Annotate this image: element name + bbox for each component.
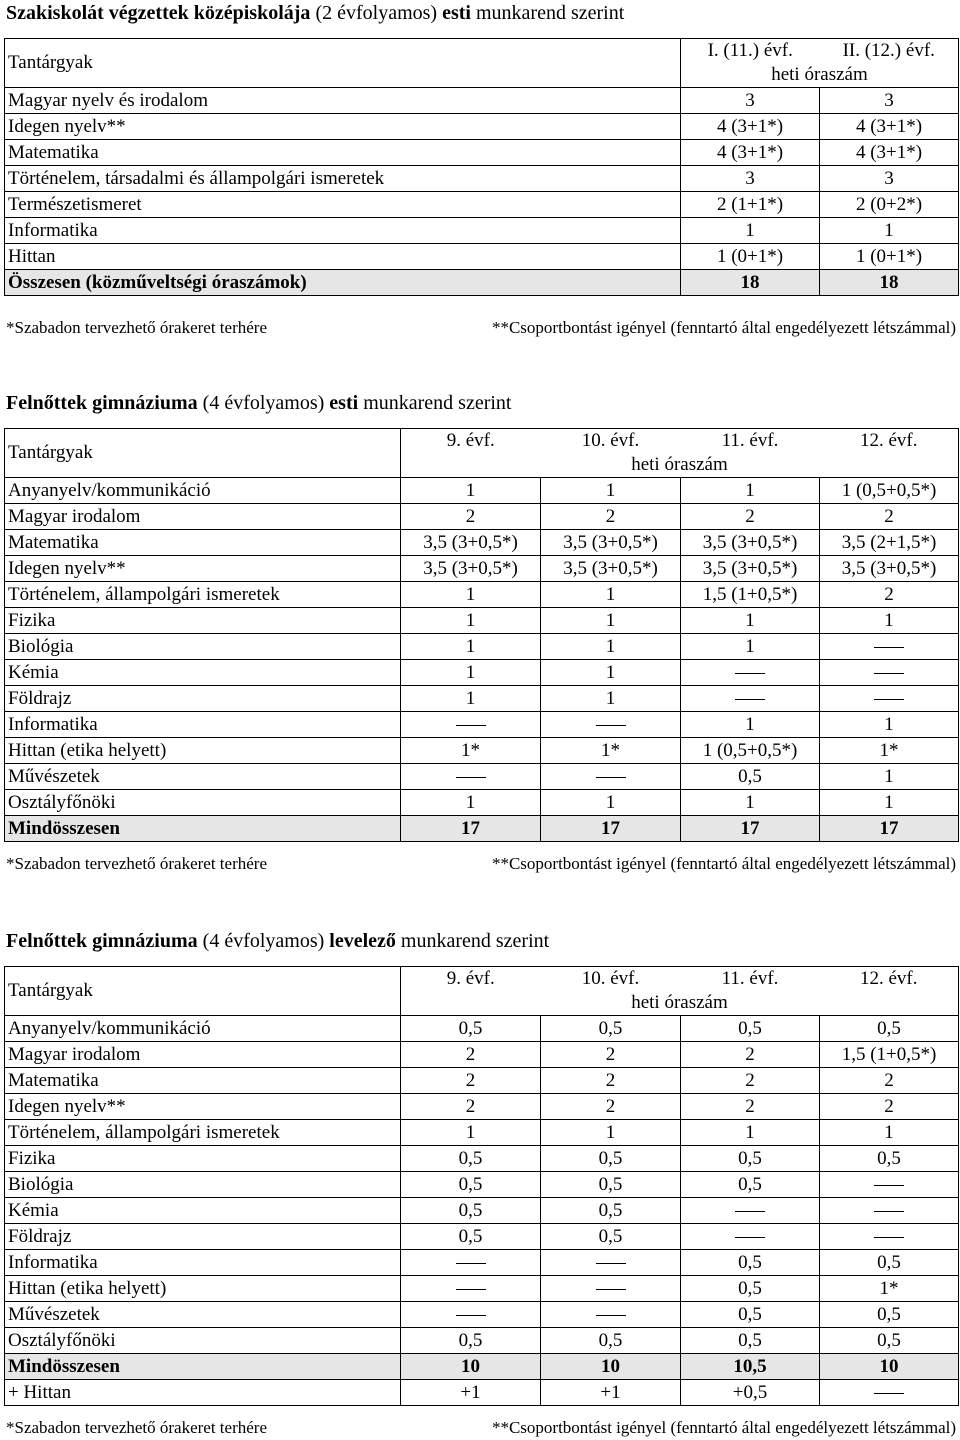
table-row xyxy=(5,712,959,738)
hours-cell: 2 xyxy=(401,1042,541,1068)
hours-cell: 3,5 (3+0,5*) xyxy=(681,556,820,582)
table-row xyxy=(5,218,959,244)
hours-table xyxy=(4,966,959,1406)
header-row xyxy=(5,429,959,454)
subject-name: Magyar irodalom xyxy=(5,1042,401,1068)
hours-cell: 0,5 xyxy=(401,1016,541,1042)
hours-cell: 4 (3+1*) xyxy=(820,140,959,166)
dash-mark xyxy=(456,1315,486,1316)
year-header: 12. évf. xyxy=(820,967,959,992)
hours-cell: 1 xyxy=(401,634,541,660)
hours-cell xyxy=(681,1198,820,1224)
subject-name: Fizika xyxy=(5,608,401,634)
table-row xyxy=(5,1146,959,1172)
hours-cell xyxy=(820,660,959,686)
footnote-group-split: **Csoportbontást igényel (fenntartó által engedélyezett létszámmal) xyxy=(491,1418,956,1437)
section-title xyxy=(6,0,624,26)
subject-name: Matematika xyxy=(5,1068,401,1094)
subject-name: Informatika xyxy=(5,1250,401,1276)
subject-name: Összesen (közműveltségi óraszámok) xyxy=(5,270,681,296)
subject-name: Matematika xyxy=(5,140,681,166)
subject-name: Történelem, társadalmi és állampolgári ismeretek xyxy=(5,166,681,192)
dash-mark xyxy=(596,1315,626,1316)
hours-cell: 3,5 (3+0,5*) xyxy=(541,556,681,582)
title-part: munkarend szerint xyxy=(358,392,512,414)
hours-cell: 1 xyxy=(681,634,820,660)
table-row xyxy=(5,1042,959,1068)
title-part: Szakiskolát végzettek középiskolája xyxy=(6,2,311,24)
table-row xyxy=(5,556,959,582)
subject-name: Idegen nyelv** xyxy=(5,1094,401,1120)
hours-cell xyxy=(401,1276,541,1302)
subject-name: + Hittan xyxy=(5,1380,401,1406)
hours-cell: 1 xyxy=(820,218,959,244)
hours-cell: 1 xyxy=(541,608,681,634)
table-row xyxy=(5,192,959,218)
subject-header: Tantárgyak xyxy=(5,967,401,1016)
hours-cell: 1* xyxy=(820,738,959,764)
subject-name: Idegen nyelv** xyxy=(5,114,681,140)
subject-name: Biológia xyxy=(5,634,401,660)
hours-cell: 2 xyxy=(401,1068,541,1094)
hours-cell: 1 xyxy=(541,582,681,608)
table-row xyxy=(5,1016,959,1042)
hours-cell: 3 xyxy=(820,88,959,114)
dash-mark xyxy=(596,1263,626,1264)
title-part: (2 évfolyamos) xyxy=(310,2,443,24)
subject-name: Informatika xyxy=(5,218,681,244)
hours-cell: 0,5 xyxy=(820,1302,959,1328)
table-row xyxy=(5,660,959,686)
dash-mark xyxy=(874,1393,904,1394)
hours-cell: 1 xyxy=(820,608,959,634)
total-row xyxy=(5,816,959,842)
hours-cell: 2 xyxy=(541,1042,681,1068)
subject-name: Magyar irodalom xyxy=(5,504,401,530)
table-row xyxy=(5,1120,959,1146)
subject-name: Kémia xyxy=(5,660,401,686)
title-part: levelező xyxy=(329,930,396,952)
hours-cell: 1 xyxy=(820,1120,959,1146)
hours-cell: +0,5 xyxy=(681,1380,820,1406)
table-row xyxy=(5,1328,959,1354)
hours-cell xyxy=(401,1302,541,1328)
dash-mark xyxy=(874,1211,904,1212)
table-row xyxy=(5,1276,959,1302)
hours-cell xyxy=(541,1276,681,1302)
hours-cell: 1 xyxy=(401,660,541,686)
table-row xyxy=(5,738,959,764)
hours-cell xyxy=(820,1380,959,1406)
hours-cell: 0,5 xyxy=(541,1172,681,1198)
table-row xyxy=(5,478,959,504)
table-row xyxy=(5,114,959,140)
hours-cell: 18 xyxy=(820,270,959,296)
hours-cell: 0,5 xyxy=(401,1172,541,1198)
hours-cell: 3,5 (3+0,5*) xyxy=(820,556,959,582)
hours-cell: 0,5 xyxy=(541,1328,681,1354)
subject-name: Földrajz xyxy=(5,686,401,712)
dash-mark xyxy=(456,777,486,778)
hours-cell: 0,5 xyxy=(541,1224,681,1250)
hours-cell: 0,5 xyxy=(541,1198,681,1224)
unit-header: heti óraszám xyxy=(401,991,959,1016)
table-row xyxy=(5,1068,959,1094)
subject-name: Biológia xyxy=(5,1172,401,1198)
table-row xyxy=(5,1198,959,1224)
hours-cell: 1 (0+1*) xyxy=(681,244,820,270)
section-felnottek-levelezo xyxy=(0,928,960,1440)
subject-name: Anyanyelv/kommunikáció xyxy=(5,1016,401,1042)
hours-cell: 2 xyxy=(681,1042,820,1068)
hours-cell: 1 xyxy=(401,608,541,634)
hours-cell xyxy=(541,764,681,790)
hours-cell: 2 xyxy=(820,582,959,608)
hours-cell: 3 xyxy=(820,166,959,192)
title-part: (4 évfolyamos) xyxy=(197,392,330,414)
hours-cell: 1* xyxy=(401,738,541,764)
hours-cell xyxy=(820,1198,959,1224)
subject-name: Magyar nyelv és irodalom xyxy=(5,88,681,114)
subject-name: Történelem, állampolgári ismeretek xyxy=(5,1120,401,1146)
hours-cell: 2 (1+1*) xyxy=(681,192,820,218)
hours-cell: 0,5 xyxy=(681,1172,820,1198)
hours-cell: 1 xyxy=(541,478,681,504)
dash-mark xyxy=(456,1263,486,1264)
hours-cell: 1 xyxy=(401,478,541,504)
table-row xyxy=(5,530,959,556)
title-part: esti xyxy=(329,392,359,414)
hours-cell: 1 xyxy=(681,1120,820,1146)
title-part: (4 évfolyamos) xyxy=(197,930,330,952)
hours-cell: +1 xyxy=(401,1380,541,1406)
table-row xyxy=(5,140,959,166)
subject-name: Osztályfőnöki xyxy=(5,790,401,816)
hours-cell xyxy=(681,686,820,712)
hours-cell: 2 xyxy=(541,1068,681,1094)
table-row xyxy=(5,608,959,634)
hours-cell: 17 xyxy=(681,816,820,842)
year-header: 10. évf. xyxy=(541,967,681,992)
header-row xyxy=(5,967,959,992)
subject-name: Osztályfőnöki xyxy=(5,1328,401,1354)
hours-cell: 17 xyxy=(401,816,541,842)
subject-header: Tantárgyak xyxy=(5,429,401,478)
hours-cell: 0,5 xyxy=(401,1328,541,1354)
hours-cell: 4 (3+1*) xyxy=(681,114,820,140)
hours-cell: 1 xyxy=(541,790,681,816)
hours-table xyxy=(4,428,959,842)
hours-cell: 10 xyxy=(820,1354,959,1380)
hours-cell: 2 xyxy=(820,1068,959,1094)
footnote-free-hours: *Szabadon tervezhető órakeret terhére xyxy=(6,854,267,873)
hours-cell: 17 xyxy=(541,816,681,842)
hours-cell: 1 xyxy=(401,790,541,816)
hours-cell: 10,5 xyxy=(681,1354,820,1380)
year-header: 11. évf. xyxy=(681,967,820,992)
hours-cell: 2 xyxy=(541,504,681,530)
hours-cell: 1 xyxy=(681,218,820,244)
hours-cell xyxy=(681,1224,820,1250)
hours-cell: 2 xyxy=(681,504,820,530)
hours-cell: 4 (3+1*) xyxy=(820,114,959,140)
hours-cell: 0,5 xyxy=(681,1250,820,1276)
unit-header: heti óraszám xyxy=(401,453,959,478)
hours-cell: 2 (0+2*) xyxy=(820,192,959,218)
table-row xyxy=(5,582,959,608)
table-row xyxy=(5,1172,959,1198)
dash-mark xyxy=(456,1289,486,1290)
table-row xyxy=(5,504,959,530)
hours-cell: 2 xyxy=(401,504,541,530)
hours-cell: 1 xyxy=(541,686,681,712)
subject-header: Tantárgyak xyxy=(5,39,681,88)
hours-cell: 2 xyxy=(820,504,959,530)
table-row xyxy=(5,1094,959,1120)
header-row xyxy=(5,39,959,64)
hours-cell: 1 xyxy=(541,1120,681,1146)
dash-mark xyxy=(874,1185,904,1186)
hours-cell: 2 xyxy=(401,1094,541,1120)
title-part: Felnőttek gimnáziuma xyxy=(6,392,198,414)
subject-name: Művészetek xyxy=(5,1302,401,1328)
year-header: 9. évf. xyxy=(401,429,541,454)
hours-cell: 1 xyxy=(681,608,820,634)
footnote-group-split: **Csoportbontást igényel (fenntartó által engedélyezett létszámmal) xyxy=(491,854,956,873)
subject-name: Művészetek xyxy=(5,764,401,790)
hours-cell: 3,5 (3+0,5*) xyxy=(401,530,541,556)
hours-cell: 1,5 (1+0,5*) xyxy=(820,1042,959,1068)
dash-mark xyxy=(596,777,626,778)
subject-name: Hittan (etika helyett) xyxy=(5,738,401,764)
hours-cell: 3 xyxy=(681,88,820,114)
footnote-group-split: **Csoportbontást igényel (fenntartó által engedélyezett létszámmal) xyxy=(491,318,956,337)
hours-cell: 4 (3+1*) xyxy=(681,140,820,166)
hours-cell xyxy=(820,686,959,712)
hours-cell: 2 xyxy=(820,1094,959,1120)
hours-cell: 0,5 xyxy=(681,764,820,790)
hours-cell: 1 xyxy=(681,790,820,816)
hours-cell xyxy=(541,1302,681,1328)
hours-table xyxy=(4,38,959,296)
subject-name: Idegen nyelv** xyxy=(5,556,401,582)
hours-cell: 0,5 xyxy=(401,1146,541,1172)
subject-name: Informatika xyxy=(5,712,401,738)
hours-cell: 1 xyxy=(820,712,959,738)
hours-cell: 1 xyxy=(681,478,820,504)
hours-cell xyxy=(401,1250,541,1276)
hours-cell: 3,5 (3+0,5*) xyxy=(401,556,541,582)
footnote-free-hours: *Szabadon tervezhető órakeret terhére xyxy=(6,318,267,337)
hours-cell: 0,5 xyxy=(681,1276,820,1302)
subject-name: Természetismeret xyxy=(5,192,681,218)
dash-mark xyxy=(596,725,626,726)
table-row xyxy=(5,166,959,192)
hours-cell: +1 xyxy=(541,1380,681,1406)
hours-cell xyxy=(401,712,541,738)
table-row xyxy=(5,790,959,816)
hours-cell: 0,5 xyxy=(681,1328,820,1354)
table-row xyxy=(5,1250,959,1276)
year-header: 9. évf. xyxy=(401,967,541,992)
year-header: 10. évf. xyxy=(541,429,681,454)
title-part: esti xyxy=(442,2,471,24)
title-part: munkarend szerint xyxy=(470,2,625,24)
subject-name: Történelem, állampolgári ismeretek xyxy=(5,582,401,608)
subject-name: Hittan (etika helyett) xyxy=(5,1276,401,1302)
year-header: I. (11.) évf. xyxy=(681,39,820,64)
hours-cell: 0,5 xyxy=(681,1302,820,1328)
dash-mark xyxy=(456,725,486,726)
hours-cell: 1 xyxy=(401,1120,541,1146)
hours-cell: 0,5 xyxy=(820,1328,959,1354)
subject-name: Mindösszesen xyxy=(5,816,401,842)
dash-mark xyxy=(735,673,765,674)
hours-cell: 1* xyxy=(820,1276,959,1302)
hours-cell: 0,5 xyxy=(820,1146,959,1172)
table-row xyxy=(5,244,959,270)
subject-name: Fizika xyxy=(5,1146,401,1172)
hours-cell: 3,5 (3+0,5*) xyxy=(541,530,681,556)
unit-header: heti óraszám xyxy=(681,63,959,88)
table-row xyxy=(5,634,959,660)
section-title xyxy=(6,928,549,954)
hours-cell: 18 xyxy=(681,270,820,296)
total-row xyxy=(5,1354,959,1380)
table-row xyxy=(5,1380,959,1406)
dash-mark xyxy=(874,699,904,700)
hours-cell: 0,5 xyxy=(681,1016,820,1042)
dash-mark xyxy=(735,1211,765,1212)
hours-cell: 3,5 (2+1,5*) xyxy=(820,530,959,556)
hours-cell: 1,5 (1+0,5*) xyxy=(681,582,820,608)
title-part: munkarend szerint xyxy=(395,930,550,952)
hours-cell xyxy=(681,660,820,686)
hours-cell: 10 xyxy=(541,1354,681,1380)
year-header: 12. évf. xyxy=(820,429,959,454)
hours-cell: 1 xyxy=(681,712,820,738)
subject-name: Kémia xyxy=(5,1198,401,1224)
hours-cell: 1* xyxy=(541,738,681,764)
hours-cell xyxy=(541,1250,681,1276)
subject-name: Hittan xyxy=(5,244,681,270)
subject-name: Anyanyelv/kommunikáció xyxy=(5,478,401,504)
dash-mark xyxy=(874,673,904,674)
footnote-free-hours: *Szabadon tervezhető órakeret terhére xyxy=(6,1418,267,1437)
hours-cell: 3 xyxy=(681,166,820,192)
dash-mark xyxy=(874,1237,904,1238)
hours-cell xyxy=(820,1172,959,1198)
hours-cell: 2 xyxy=(681,1068,820,1094)
hours-cell: 0,5 xyxy=(820,1016,959,1042)
hours-cell: 1 xyxy=(541,634,681,660)
hours-cell: 2 xyxy=(681,1094,820,1120)
hours-cell xyxy=(541,712,681,738)
hours-cell: 1 xyxy=(820,790,959,816)
subject-name: Matematika xyxy=(5,530,401,556)
dash-mark xyxy=(735,699,765,700)
hours-cell: 17 xyxy=(820,816,959,842)
hours-cell: 1 xyxy=(401,686,541,712)
dash-mark xyxy=(596,1289,626,1290)
dash-mark xyxy=(874,647,904,648)
hours-cell: 0,5 xyxy=(681,1146,820,1172)
hours-cell: 1 (0,5+0,5*) xyxy=(681,738,820,764)
subject-name: Mindösszesen xyxy=(5,1354,401,1380)
section-szakiskola-esti xyxy=(0,0,960,345)
year-header: 11. évf. xyxy=(681,429,820,454)
subject-name: Földrajz xyxy=(5,1224,401,1250)
table-row xyxy=(5,764,959,790)
hours-cell: 1 (0+1*) xyxy=(820,244,959,270)
section-felnottek-esti xyxy=(0,390,960,880)
table-row xyxy=(5,1302,959,1328)
hours-cell: 1 xyxy=(820,764,959,790)
hours-cell: 3,5 (3+0,5*) xyxy=(681,530,820,556)
dash-mark xyxy=(735,1237,765,1238)
table-row xyxy=(5,88,959,114)
section-title xyxy=(6,390,511,416)
hours-cell: 0,5 xyxy=(401,1198,541,1224)
total-row xyxy=(5,270,959,296)
hours-cell: 1 xyxy=(541,660,681,686)
hours-cell xyxy=(401,764,541,790)
year-header: II. (12.) évf. xyxy=(820,39,959,64)
hours-cell: 0,5 xyxy=(541,1016,681,1042)
hours-cell: 1 (0,5+0,5*) xyxy=(820,478,959,504)
table-row xyxy=(5,686,959,712)
hours-cell xyxy=(820,634,959,660)
hours-cell: 1 xyxy=(401,582,541,608)
hours-cell xyxy=(820,1224,959,1250)
hours-cell: 10 xyxy=(401,1354,541,1380)
hours-cell: 0,5 xyxy=(541,1146,681,1172)
table-row xyxy=(5,1224,959,1250)
hours-cell: 2 xyxy=(541,1094,681,1120)
hours-cell: 0,5 xyxy=(401,1224,541,1250)
title-part: Felnőttek gimnáziuma xyxy=(6,930,198,952)
hours-cell: 0,5 xyxy=(820,1250,959,1276)
